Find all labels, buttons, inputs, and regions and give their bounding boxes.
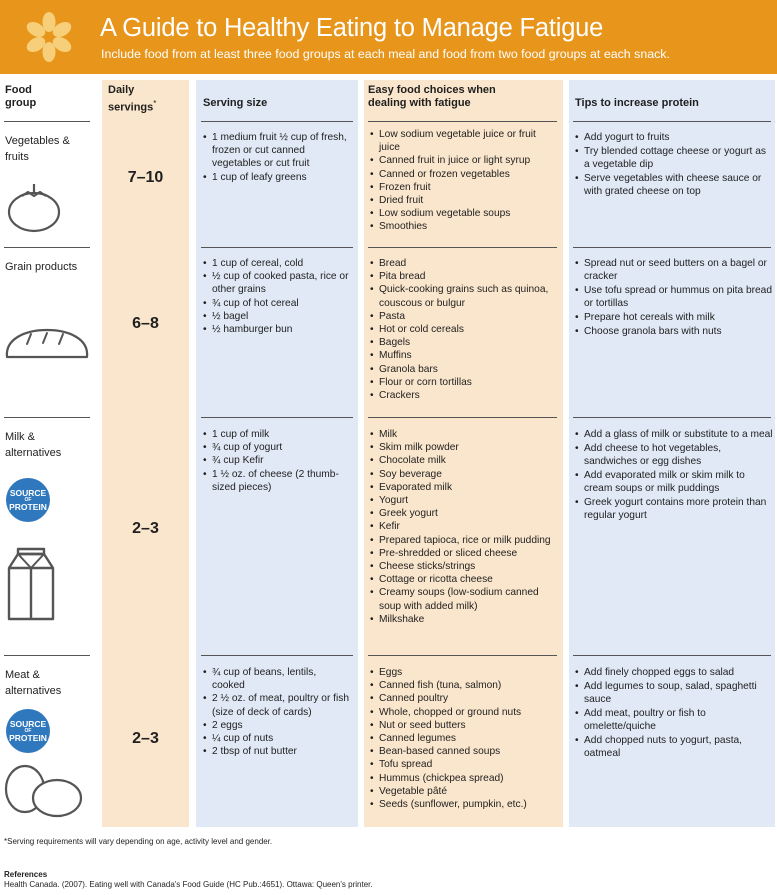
serving-size-list: [203, 428, 351, 494]
list-item: • Skim milk powder: [370, 441, 558, 454]
list-item: • Prepare hot cereals with milk: [575, 311, 773, 324]
list-item: • Canned poultry: [370, 692, 558, 705]
list-item: • Kefir: [370, 520, 558, 533]
list-item: • Add yogurt to fruits: [575, 131, 773, 144]
row-divider: [201, 417, 353, 418]
list-item: • Soy beverage: [370, 468, 558, 481]
list-item: • Smoothies: [370, 220, 558, 233]
row-divider: [4, 417, 90, 418]
daily-servings-value: 6–8: [132, 315, 159, 332]
list-item: • ¼ cup of nuts: [203, 732, 351, 745]
page-subtitle: Include food from at least three food groups at each meal and food from two food groups at each snack.: [101, 47, 670, 61]
row-label-grain-products: Grain products: [5, 261, 78, 273]
tomato-icon: [6, 180, 62, 234]
row-label-meat-alternatives: Meat & alternatives: [5, 669, 62, 697]
protein-tips-list: [575, 428, 773, 522]
daily-servings-value: 7–10: [127, 169, 164, 186]
row-divider: [201, 247, 353, 248]
list-item: • Use tofu spread or hummus on pita bread or tortillas: [575, 284, 773, 310]
list-item: • Seeds (sunflower, pumpkin, etc.): [370, 798, 558, 811]
list-item: • Quick-cooking grains such as quinoa, couscous or bulgur: [370, 283, 558, 309]
list-item: • Milk: [370, 428, 558, 441]
list-item: • Hummus (chickpea spread): [370, 772, 558, 785]
list-item: • Add a glass of milk or substitute to a meal: [575, 428, 773, 441]
list-item: • Granola bars: [370, 363, 558, 376]
list-item: • Nut or seed butters: [370, 719, 558, 732]
header-food-group: Food group: [5, 84, 37, 109]
list-item: • ½ bagel: [203, 310, 351, 323]
row-divider: [368, 655, 557, 656]
row-divider: [573, 121, 771, 122]
badge-text: OF: [24, 728, 32, 734]
list-item: • 1 medium fruit ½ cup of fresh, frozen or cut canned vegetables or cut fruit: [203, 131, 351, 171]
header-protein-tips: Tips to increase protein: [575, 97, 699, 109]
list-item: • Bagels: [370, 336, 558, 349]
list-item: • Hot or cold cereals: [370, 323, 558, 336]
list-item: • Cottage or ricotta cheese: [370, 573, 558, 586]
list-item: • Muffins: [370, 349, 558, 362]
list-item: • Whole, chopped or ground nuts: [370, 706, 558, 719]
list-item: • Low sodium vegetable juice or fruit juice: [370, 128, 558, 154]
easy-choices-list: [370, 257, 558, 402]
list-item: • Eggs: [370, 666, 558, 679]
header-banner: [0, 0, 777, 74]
list-item: • Add meat, poultry or fish to omelette/quiche: [575, 707, 773, 733]
list-item: • ½ cup of cooked pasta, rice or other grains: [203, 270, 351, 296]
list-item: • Add cheese to hot vegetables, sandwiches or egg dishes: [575, 442, 773, 468]
list-item: • Add finely chopped eggs to salad: [575, 666, 773, 679]
row-divider: [573, 417, 771, 418]
list-item: • Add evaporated milk or skim milk to cream soups or milk puddings: [575, 469, 773, 495]
list-item: • Add chopped nuts to yogurt, pasta, oatmeal: [575, 734, 773, 760]
easy-choices-list: [370, 428, 558, 626]
badge-text: OF: [24, 497, 32, 503]
source-of-protein-badge: [6, 478, 50, 522]
page-title: A Guide to Healthy Eating to Manage Fatigue: [100, 14, 604, 42]
list-item: • Vegetable pâté: [370, 785, 558, 798]
list-item: • Try blended cottage cheese or yogurt as a vegetable dip: [575, 145, 773, 171]
list-item: • Yogurt: [370, 494, 558, 507]
header-daily-servings: Daily servings*: [108, 84, 157, 114]
list-item: • Canned legumes: [370, 732, 558, 745]
badge-text: SOURCE: [9, 488, 47, 498]
list-item: • Canned or frozen vegetables: [370, 168, 558, 181]
list-item: • 1 cup of milk: [203, 428, 351, 441]
list-item: • Dried fruit: [370, 194, 558, 207]
daily-servings-value: 2–3: [132, 520, 159, 537]
list-item: • Flour or corn tortillas: [370, 376, 558, 389]
list-item: • Frozen fruit: [370, 181, 558, 194]
source-of-protein-badge: [6, 709, 50, 753]
list-item: • 1 cup of cereal, cold: [203, 257, 351, 270]
list-item: • ½ hamburger bun: [203, 323, 351, 336]
serving-size-list: [203, 131, 351, 184]
list-item: • Evaporated milk: [370, 481, 558, 494]
list-item: • Low sodium vegetable soups: [370, 207, 558, 220]
list-item: • Prepared tapioca, rice or milk pudding: [370, 534, 558, 547]
row-label-milk-alternatives: Milk & alternatives: [5, 431, 62, 459]
list-item: • 1 ½ oz. of cheese (2 thumb-sized pieces): [203, 468, 351, 494]
list-item: • Greek yogurt: [370, 507, 558, 520]
eggs-icon: [3, 763, 83, 819]
list-item: • Canned fish (tuna, salmon): [370, 679, 558, 692]
list-item: • Tofu spread: [370, 758, 558, 771]
row-divider: [368, 247, 557, 248]
footnote: *Serving requirements will vary depending on age, activity level and gender.: [4, 837, 273, 846]
easy-choices-list: [370, 666, 558, 811]
header-easy-choices: Easy food choices when dealing with fatigue: [368, 84, 496, 109]
list-item: • ¾ cup of hot cereal: [203, 297, 351, 310]
row-divider: [4, 121, 90, 122]
list-item: • Bean-based canned soups: [370, 745, 558, 758]
row-divider: [573, 247, 771, 248]
daily-servings-column: [102, 80, 189, 827]
daily-servings-value: 2–3: [132, 730, 159, 747]
row-divider: [4, 655, 90, 656]
serving-size-list: [203, 666, 351, 758]
list-item: • ¾ cup of yogurt: [203, 441, 351, 454]
list-item: • Chocolate milk: [370, 454, 558, 467]
list-item: • Canned fruit in juice or light syrup: [370, 154, 558, 167]
references-title: References: [4, 870, 48, 879]
header-serving-size: Serving size: [203, 97, 268, 109]
milk-carton-icon: [6, 546, 56, 622]
list-item: • Pasta: [370, 310, 558, 323]
protein-tips-list: [575, 666, 773, 760]
list-item: • Pre-shredded or sliced cheese: [370, 547, 558, 560]
list-item: • 1 cup of leafy greens: [203, 171, 351, 184]
row-divider: [201, 655, 353, 656]
list-item: • Creamy soups (low-sodium canned soup with added milk): [370, 586, 558, 612]
list-item: • Add legumes to soup, salad, spaghetti sauce: [575, 680, 773, 706]
list-item: • Bread: [370, 257, 558, 270]
list-item: • Pita bread: [370, 270, 558, 283]
serving-size-list: [203, 257, 351, 336]
list-item: • Choose granola bars with nuts: [575, 325, 773, 338]
flower-icon: [23, 11, 75, 63]
badge-text: SOURCE: [9, 719, 47, 729]
badge-text: PROTEIN: [9, 502, 47, 512]
row-label-vegetables-fruits: Vegetables & fruits: [5, 135, 70, 163]
protein-tips-list: [575, 257, 773, 338]
list-item: • ¾ cup Kefir: [203, 454, 351, 467]
list-item: • Spread nut or seed butters on a bagel or cracker: [575, 257, 773, 283]
list-item: • ¾ cup of beans, lentils, cooked: [203, 666, 351, 692]
list-item: • Cheese sticks/strings: [370, 560, 558, 573]
list-item: • 2 ½ oz. of meat, poultry or fish (size of deck of cards): [203, 692, 351, 718]
row-divider: [4, 247, 90, 248]
list-item: • Milkshake: [370, 613, 558, 626]
row-divider: [573, 655, 771, 656]
list-item: • Greek yogurt contains more protein than regular yogurt: [575, 496, 773, 522]
list-item: • 2 eggs: [203, 719, 351, 732]
badge-text: PROTEIN: [9, 733, 47, 743]
list-item: • Serve vegetables with cheese sauce or with grated cheese on top: [575, 172, 773, 198]
references-text: Health Canada. (2007). Eating well with Canada's Food Guide (HC Pub.:4651). Ottawa: Queen's printer.: [4, 880, 373, 889]
easy-choices-list: [370, 128, 558, 234]
row-divider: [368, 417, 557, 418]
list-item: • 2 tbsp of nut butter: [203, 745, 351, 758]
bread-icon: [3, 325, 91, 361]
list-item: • Crackers: [370, 389, 558, 402]
row-divider: [201, 121, 353, 122]
row-divider: [368, 121, 557, 122]
protein-tips-list: [575, 131, 773, 199]
